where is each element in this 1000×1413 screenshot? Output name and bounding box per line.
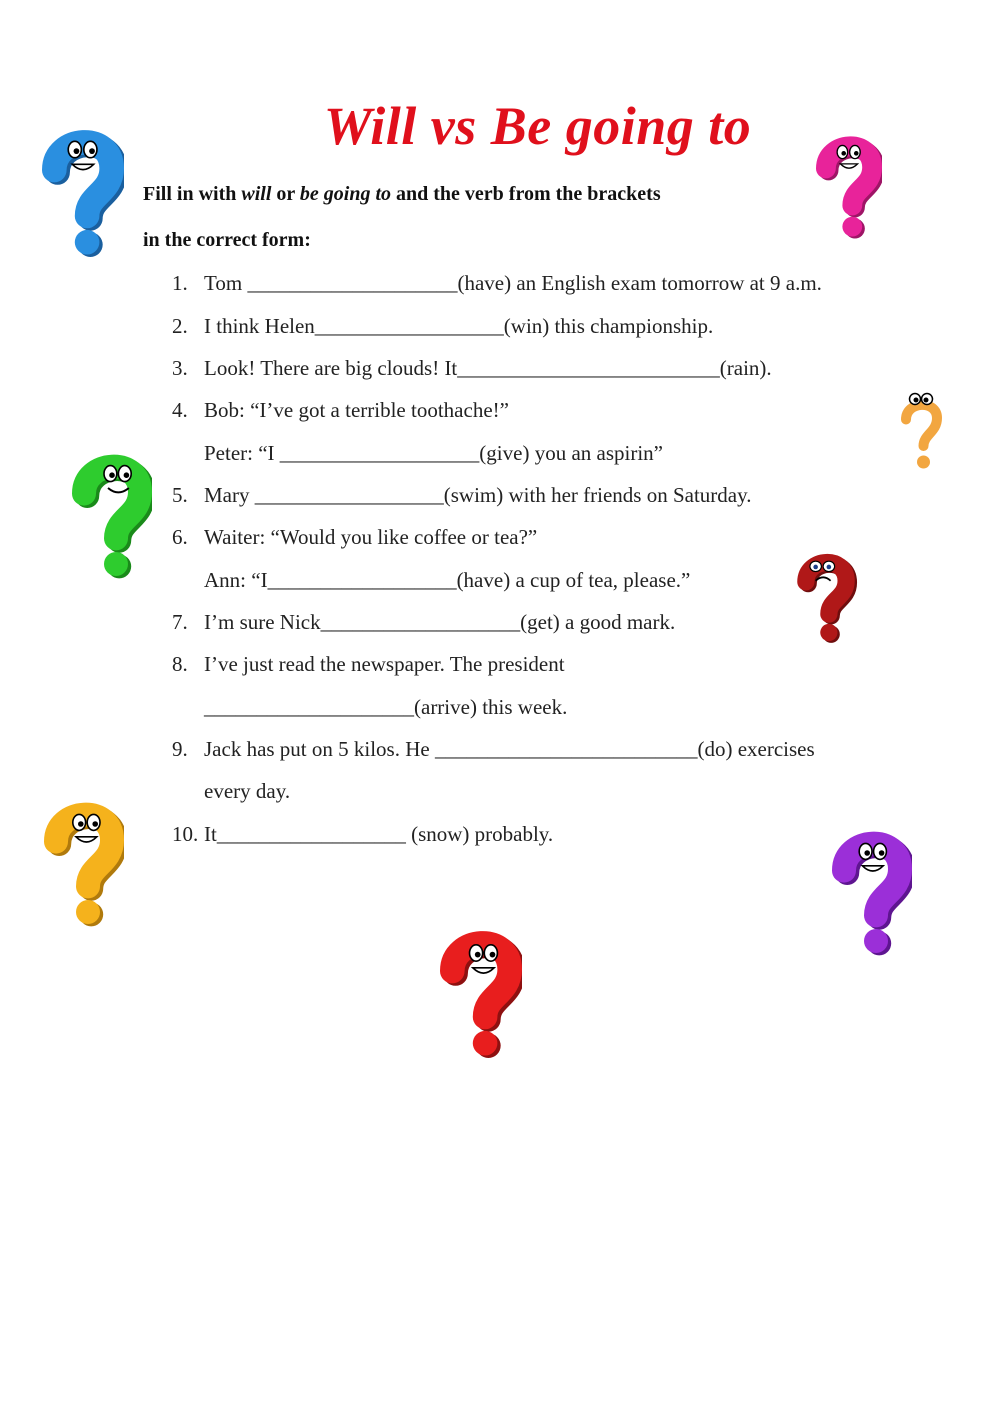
exercise-item-8-continued: ____________________(arrive) this week. [204,695,568,719]
exercise-item-4-continued: Peter: “I ___________________(give) you an aspirin” [204,441,663,465]
exercise-item-4: 4. Bob: “I’ve got a terrible toothache!” [172,398,509,422]
exercise-item-2: 2. I think Helen__________________(win) this championship. [172,314,714,338]
exercise-item-7: 7. I’m sure Nick___________________(get) a good mark. [172,610,676,634]
exercise-item-3: 3. Look! There are big clouds! It_________________________(rain). [172,356,772,380]
green-question-mark-icon [72,446,152,586]
instructions-line-2: in the correct form: [143,229,311,251]
orange-question-mark-icon [896,382,946,482]
exercise-item-10: 10. It__________________ (snow) probably. [172,822,554,846]
pink-question-mark-icon [816,128,882,246]
exercise-item-9-continued: every day. [204,779,291,803]
red-question-mark-icon [440,922,522,1066]
exercise-item-6-continued: Ann: “I__________________(have) a cup of tea, please.” [204,568,691,592]
exercise-item-6: 6. Waiter: “Would you like coffee or tea?” [172,525,538,549]
dark-red-question-mark-icon [790,552,862,644]
exercise-item-8: 8. I’ve just read the newspaper. The president [172,652,565,676]
purple-question-mark-icon [832,822,912,964]
exercise-item-1: 1. Tom ____________________(have) an English exam tomorrow at 9 a.m. [172,271,822,295]
instructions-line-1: Fill in with will or be going to and the verb from the brackets [143,183,661,205]
blue-question-mark-icon [42,122,124,264]
exercise-item-5: 5. Mary __________________(swim) with her friends on Saturday. [172,483,752,507]
worksheet-title: Will vs Be going to [323,96,752,156]
exercise-item-9: 9. Jack has put on 5 kilos. He _________________________(do) exercises [172,737,815,761]
yellow-question-mark-icon [44,794,124,934]
